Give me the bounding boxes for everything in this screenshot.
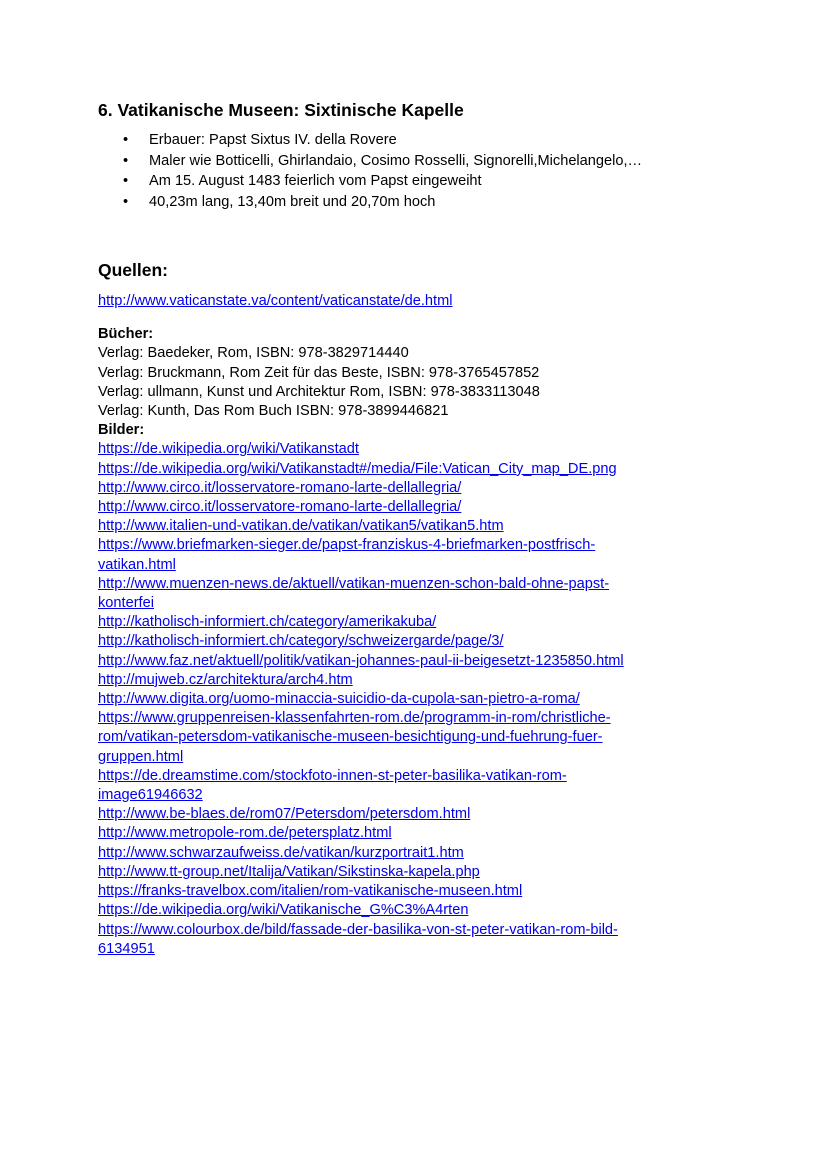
bullet-icon: •	[123, 173, 129, 189]
book-entry: Verlag: Bruckmann, Rom Zeit für das Beste, ISBN: 978-3765457852	[98, 364, 540, 381]
image-source-link[interactable]: image61946632	[98, 787, 203, 804]
image-source-link[interactable]: http://www.tt-group.net/Italija/Vatikan/Sikstinska-kapela.php	[98, 863, 480, 880]
image-source-link[interactable]: konterfei	[98, 595, 154, 612]
image-source-link[interactable]: http://katholisch-informiert.ch/category/schweizergarde/page/3/	[98, 633, 504, 650]
image-source-link[interactable]: http://www.faz.net/aktuell/politik/vatikan-johannes-paul-ii-beigesetzt-1235850.html	[98, 652, 624, 669]
image-source-list	[98, 440, 798, 958]
image-source-link[interactable]: https://www.gruppenreisen-klassenfahrten-rom.de/programm-in-rom/christliche-	[98, 710, 611, 727]
fact-list	[98, 130, 798, 212]
books-title: Bücher:	[98, 326, 154, 343]
bullet-icon: •	[123, 193, 129, 210]
image-source-link[interactable]: http://www.circo.it/losservatore-romano-larte-dellallegria/	[98, 479, 462, 496]
bullet-icon: •	[123, 132, 129, 148]
main-source-link[interactable]: http://www.vaticanstate.va/content/vaticanstate/de.html	[98, 293, 453, 309]
image-source-link[interactable]: https://www.colourbox.de/bild/fassade-der-basilika-von-st-peter-vatikan-rom-bild-	[98, 921, 618, 938]
image-source-link[interactable]: http://mujweb.cz/architektura/arch4.htm	[98, 671, 353, 688]
fact-text: Erbauer: Papst Sixtus IV. della Rovere	[149, 132, 397, 148]
image-source-link[interactable]: http://www.digita.org/uomo-minaccia-suicidio-da-cupola-san-pietro-a-roma/	[98, 691, 580, 708]
fact-text: Am 15. August 1483 feierlich vom Papst eingeweiht	[149, 173, 482, 189]
image-source-link[interactable]: rom/vatikan-petersdom-vatikanische-museen-besichtigung-und-fuehrung-fuer-	[98, 729, 603, 746]
fact-item	[98, 151, 798, 172]
section-title: 6. Vatikanische Museen: Sixtinische Kapelle	[98, 100, 464, 120]
image-source-link[interactable]: http://www.metropole-rom.de/petersplatz.html	[98, 825, 392, 842]
image-source-link[interactable]: https://franks-travelbox.com/italien/rom-vatikanische-museen.html	[98, 883, 523, 900]
images-title: Bilder:	[98, 422, 145, 439]
image-source-link[interactable]: http://www.muenzen-news.de/aktuell/vatikan-muenzen-schon-bald-ohne-papst-	[98, 575, 610, 592]
fact-item	[98, 192, 798, 213]
bullet-icon: •	[123, 152, 129, 169]
image-source-link[interactable]: http://www.be-blaes.de/rom07/Petersdom/petersdom.html	[98, 806, 471, 823]
image-source-link[interactable]: http://www.schwarzaufweiss.de/vatikan/kurzportrait1.htm	[98, 844, 464, 861]
fact-item	[98, 171, 798, 192]
image-source-link[interactable]: http://katholisch-informiert.ch/category/amerikakuba/	[98, 614, 437, 631]
image-source-link[interactable]: https://de.wikipedia.org/wiki/Vatikanische_G%C3%A4rten	[98, 902, 469, 919]
image-source-link[interactable]: http://www.circo.it/losservatore-romano-larte-dellallegria/	[98, 499, 462, 516]
sources-title: Quellen:	[98, 260, 169, 280]
document-page	[98, 99, 798, 959]
image-source-link[interactable]: 6134951	[98, 940, 155, 957]
image-source-link[interactable]: https://www.briefmarken-sieger.de/papst-franziskus-4-briefmarken-postfrisch-	[98, 537, 596, 554]
image-source-link[interactable]: vatikan.html	[98, 556, 176, 573]
book-entry: Verlag: ullmann, Kunst und Architektur Rom, ISBN: 978-3833113048	[98, 383, 540, 400]
book-entry: Verlag: Baedeker, Rom, ISBN: 978-3829714440	[98, 345, 409, 362]
book-entry: Verlag: Kunth, Das Rom Buch ISBN: 978-3899446821	[98, 403, 449, 420]
fact-item	[98, 130, 798, 151]
image-source-link[interactable]: https://de.dreamstime.com/stockfoto-innen-st-peter-basilika-vatikan-rom-	[98, 767, 567, 784]
image-source-link[interactable]: https://de.wikipedia.org/wiki/Vatikanstadt#/media/File:Vatican_City_map_DE.png	[98, 460, 617, 477]
image-source-link[interactable]: https://de.wikipedia.org/wiki/Vatikanstadt	[98, 441, 359, 458]
fact-text: Maler wie Botticelli, Ghirlandaio, Cosimo Rosselli, Signorelli,Michelangelo,…	[149, 152, 643, 169]
image-source-link[interactable]: gruppen.html	[98, 748, 184, 765]
image-source-link[interactable]: http://www.italien-und-vatikan.de/vatikan/vatikan5/vatikan5.htm	[98, 518, 504, 535]
fact-text: 40,23m lang, 13,40m breit und 20,70m hoch	[149, 193, 436, 210]
